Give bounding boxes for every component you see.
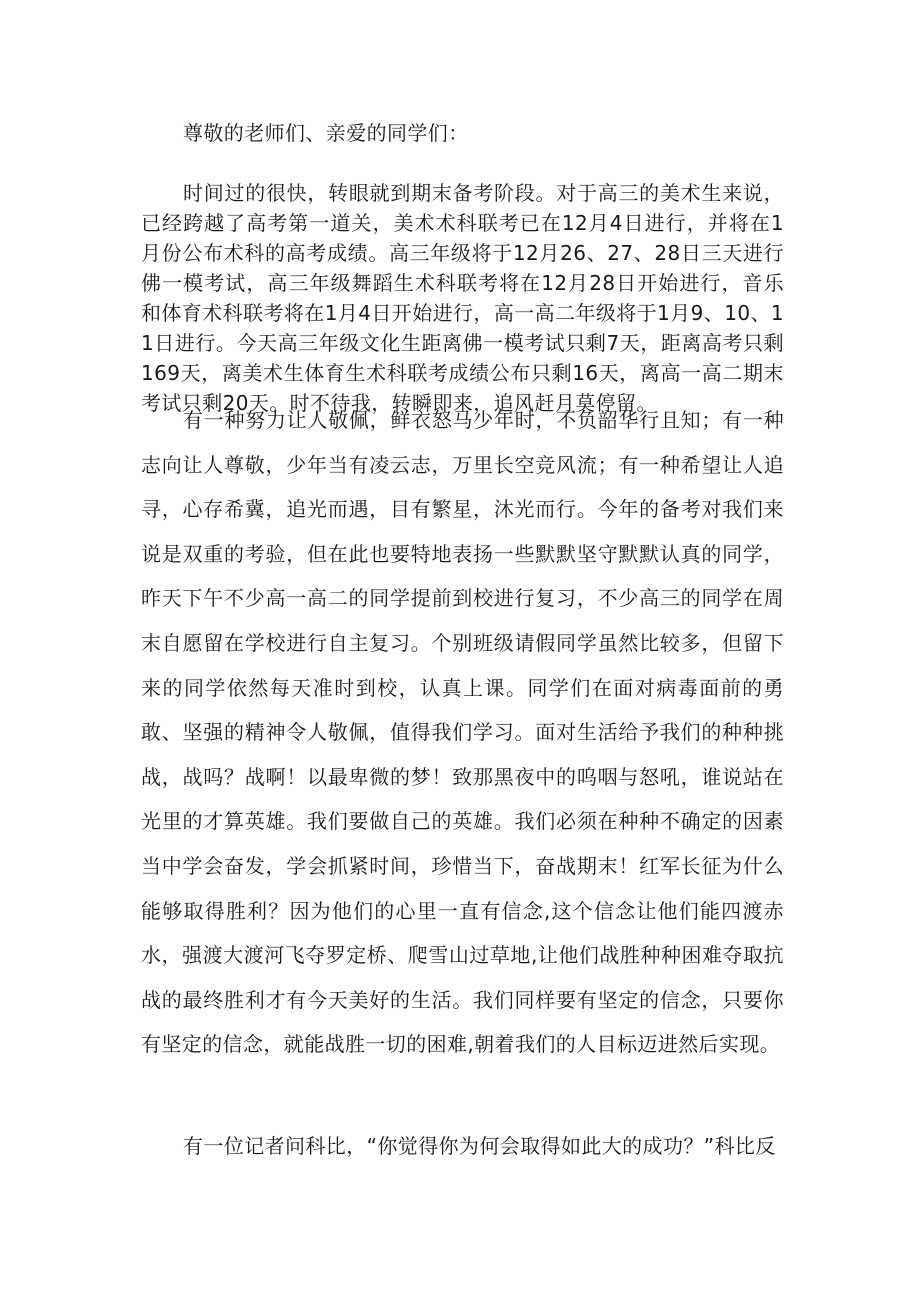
paragraph-kobe: 有一位记者问科比，“你觉得你为何会取得如此大的成功？”科比反: [183, 1134, 776, 1158]
paragraph-encouragement: 有一种努力让人敬佩，鲜衣怒马少年时，不负韶华行且知；有一种志向让人尊敬，少年当有凌云志，万里长空竞风流；有一种希望让人追寻，心存希冀，追光而遇，目有繁星，沐光而行。今年的备考对我们来说是双重的考验，但在此也要特地表扬一些默默坚守默默认真的同学，昨天下午不少高一高二的同学提前到校进行复习，不少高三的同学在周末自愿留在学校进行自主复习。个别班级请假同学虽然比较多，但留下来的同学依然每天准时到校，认真上课。同学们在面对病毒面前的勇敢、坚强的精神令人敬佩，值得我们学习。面对生活给予我们的种种挑战，战吗？战啊！以最卑微的梦！致那黑夜中的呜咽与怒吼，谁说站在光里的才算英雄。我们要做自己的英雄。我们必须在种种不确定的因素当中学会奋发，学会抓紧时间，珍惜当下，奋战期末！红军长征为什么能够取得胜利？因为他们的心里一直有信念,这个信念让他们能四渡赤水，强渡大渡河飞夺罗定桥、爬雪山过草地,让他们战胜种种困难夺取抗战的最终胜利才有今天美好的生活。我们同样要有坚定的信念，只要你有坚定的信念，就能战胜一切的困难,朝着我们的人目标迈进然后实现。: [141, 408, 784, 1057]
paragraph-schedule: 时间过的很快，转眼就到期末备考阶段。对于高三的美术生来说，已经跨越了高考第一道关，美术术科联考已在12月4日进行，并将在1月份公布术科的高考成绩。高三年级将于12月26、27、28日三天进行佛一模考试，高三年级舞蹈生术科联考将在12月28日开始进行，音乐和体育术科联考将在1月4日开始进行，高一高二年级将于1月9、10、11日进行。今天高三年级文化生距离佛一模考试只剩7天，距离高考只剩169天，离美术生体育生术科联考成绩公布只剩16天，离高一高二期末考试只剩20天。时不待我，转瞬即来，追风赶月莫停留。: [141, 181, 784, 415]
salutation: 尊敬的老师们、亲爱的同学们：: [183, 121, 469, 145]
